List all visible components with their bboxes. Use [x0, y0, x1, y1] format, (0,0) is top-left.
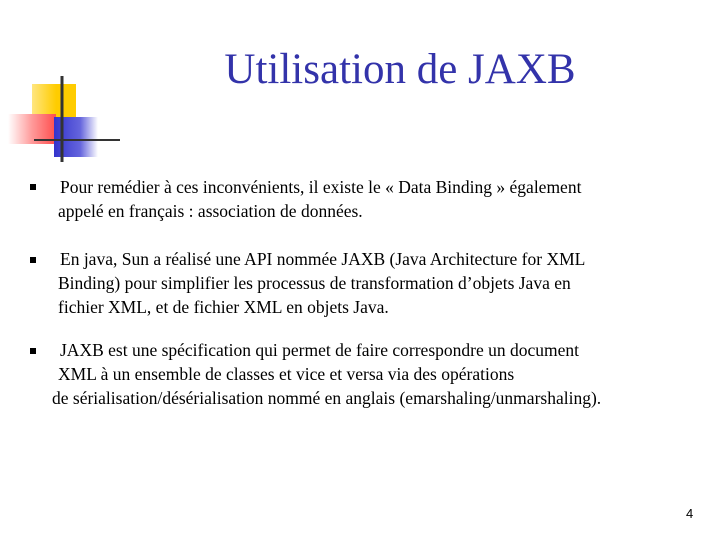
bullet-text-line: En java, Sun a réalisé une API nommée JAXB (Java Architecture for XML	[60, 249, 586, 269]
decorative-logo	[0, 0, 120, 170]
bullet-text-line: Binding) pour simplifier les processus de transformation d’objets Java en	[58, 273, 571, 293]
slide-title: Utilisation de JAXB	[224, 46, 576, 93]
bullet-text-line: XML à un ensemble de classes et vice et versa via des opérations	[58, 364, 515, 384]
bullet-marker	[30, 184, 36, 190]
bullet-text-line: de sérialisation/désérialisation nommé en anglais (emarshaling/unmarshaling).	[52, 388, 602, 408]
page-number: 4	[686, 506, 694, 521]
bullet-text-line: fichier XML, et de fichier XML en objets Java.	[58, 297, 389, 317]
bullet-text-line: JAXB est une spécification qui permet de faire correspondre un document	[60, 340, 579, 360]
bullet-marker	[30, 348, 36, 354]
bullet-text-line: appelé en français : association de données.	[58, 201, 363, 221]
bullet-marker	[30, 257, 36, 263]
bullet-text-line: Pour remédier à ces inconvénients, il existe le « Data Binding » également	[60, 177, 582, 197]
